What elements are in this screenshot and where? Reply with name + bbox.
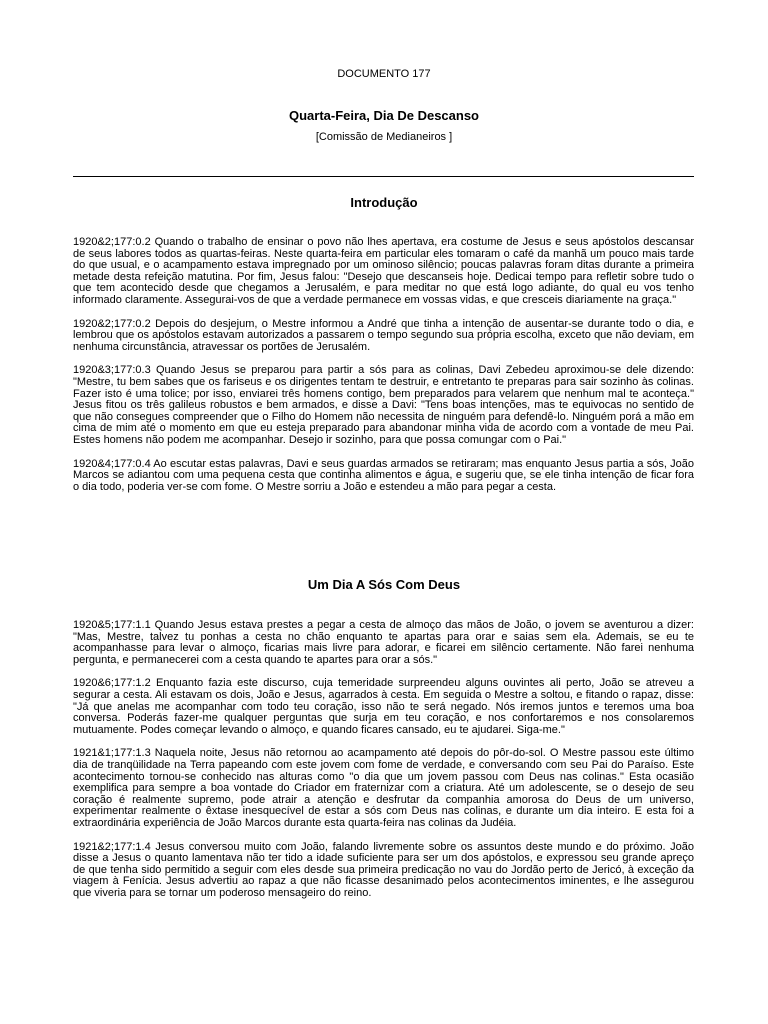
paragraph: 1920&5;177:1.1 Quando Jesus estava prestes a pegar a cesta de almoço das mãos de João, o jovem se aventurou a dizer: "Mas, Mestre, talvez tu ponhas a cesta no chão enquanto te apartas para orar e saias sem ela. Ademais, se eu te acompanhasse para levar o almoço, ficarias mais livre para adorar, e ficarei em silêncio certamente. Não farei nenhuma pergunta, e permanecerei com a cesta quando te apartes para orar a sós." [73,619,694,666]
document-number: DOCUMENTO 177 [337,68,431,80]
paragraph: 1921&2;177:1.4 Jesus conversou muito com João, falando livremente sobre os assuntos deste mundo e do próximo. João disse a Jesus o quanto lamentava não ter tido a idade suficiente para ser um dos apóstolos, e expressou seu grande apreço de que tenha sido permitido a seguir com eles desde sua primeira predicação no vau do Jordão perto de Jericó, à exceção da viagem à Fenícia. Jesus advertiu ao rapaz a que não ficasse desanimado pelos acontecimentos iminentes, e lhe assegurou que viveria para se tornar um poderoso mensageiro do reino. [73,840,694,899]
section-heading-um-dia: Um Dia A Sós Com Deus [307,577,461,592]
paragraph: 1920&6;177:1.2 Enquanto fazia este discurso, cuja temeridade surpreendeu alguns ouvintes ali perto, João se atreveu a segurar a cesta. Ali estavam os dois, João e Jesus, agarrados à cesta. Em seguida o Mestre a soltou, e fitando o rapaz, disse: "Já que anelas me acompanhar com todo teu coração, isso não te será negado. Nós iremos juntos e teremos uma boa conversa. Poderás fazer-me qualquer perguntas que surja em teu coração, e nos confortaremos e nos consolaremos mutuamente. Podes começar levando o almoço, e quando ficares cansado, eu te ajudarei. Siga-me." [73,677,694,736]
section-body-um-dia [73,620,694,911]
paragraph: 1920&4;177:0.4 Ao escutar estas palavras, Davi e seus guardas armados se retiraram; mas enquanto Jesus partia a sós, João Marcos se adiantou com uma pequena cesta que continha alimentos e água, e sugeriu que, se ele tinha intenção de ficar fora o dia todo, poderia ver-se com fome. O Mestre sorriu a João e estendeu a mão para pegar a cesta. [73,457,694,493]
document-credit: [Comissão de Medianeiros ] [315,131,453,143]
paragraph: 1920&3;177:0.3 Quando Jesus se preparou para partir a sós para as colinas, Davi Zebedeu aproximou-se dele dizendo: "Mestre, tu bem sabes que os fariseus e os dirigentes tentam te destruir, e entretanto te preparas para sair sozinho às colinas. Fazer isto é uma tolice; por isso, enviarei três homens contigo, bem preparados para velarem que nenhum mal te aconteça." Jesus fitou os três galileus robustos e bem armados, e disse a Davi: "Tens boas intenções, mas te equivocas no sentido de que não consegues compreender que o Filho do Homem não necessita de ninguém para defendê-lo. Ninguém porá a mão em cima de mim até o momento em que eu esteja preparado para abandonar minha vida de acordo com a vontade de meu Pai. Estes homens não podem me acompanhar. Desejo ir sozinho, para que possa comungar com o Pai." [73,364,694,446]
document-title: Quarta-Feira, Dia De Descanso [288,108,480,123]
paragraph: 1920&2;177:0.2 Quando o trabalho de ensinar o povo não lhes apertava, era costume de Jesus e seus apóstolos descansar de seus labores todos as quartas-feiras. Neste quarta-feira em particular eles tomaram o café da manhã um pouco mais tarde do que usual, e o acampamento estava impregnado por um ominoso silêncio; poucas palavras foram ditas durante a primeira metade desta refeição matutina. Por fim, Jesus falou: "Desejo que descanseis hoje. Dedicai tempo para refletir sobre tudo o que tem acontecido desde que chegamos a Jerusalém, e para meditar no que está logo adiante, do qual eu vos tenho informado claramente. Assegurai-vos de que a verdade permanece em vossas vidas, e que cresceis diariamente na graça." [73,236,694,306]
section-body-introducao [73,237,694,505]
paragraph: 1921&1;177:1.3 Naquela noite, Jesus não retornou ao acampamento até depois do pôr-do-sol. O Mestre passou este último dia de tranqüilidade na Terra papeando com este jovem com fome de verdade, e conversando com seu Pai do Paraíso. Este acontecimento tornou-se conhecido nas alturas como "o dia que um jovem passou com Deus nas colinas." Esta ocasião exemplifica para sempre a boa vontade do Criador em fraternizar com a criatura. Até um adolescente, se o desejo de seu coração é realmente supremo, pode atrair a atenção e desfrutar da companhia amorosa do Deus de um universo, experimentar realmente o êxtase inesquecível de estar a sós com Deus nas colinas, e durante um dia inteiro. E esta foi a extraordinária experiência de João Marcos durante esta quarta-feira nas colinas da Judéia. [73,747,694,829]
paragraph: 1920&2;177:0.2 Depois do desjejum, o Mestre informou a André que tinha a intenção de ausentar-se durante todo o dia, e lembrou que os apóstolos estavam autorizados a passarem o tempo segundo sua própria escolha, exceto que não deviam, em nenhuma circunstância, atravessar os portões de Jerusalém. [73,317,694,353]
section-heading-introducao: Introdução [350,195,418,210]
horizontal-rule [73,176,694,177]
